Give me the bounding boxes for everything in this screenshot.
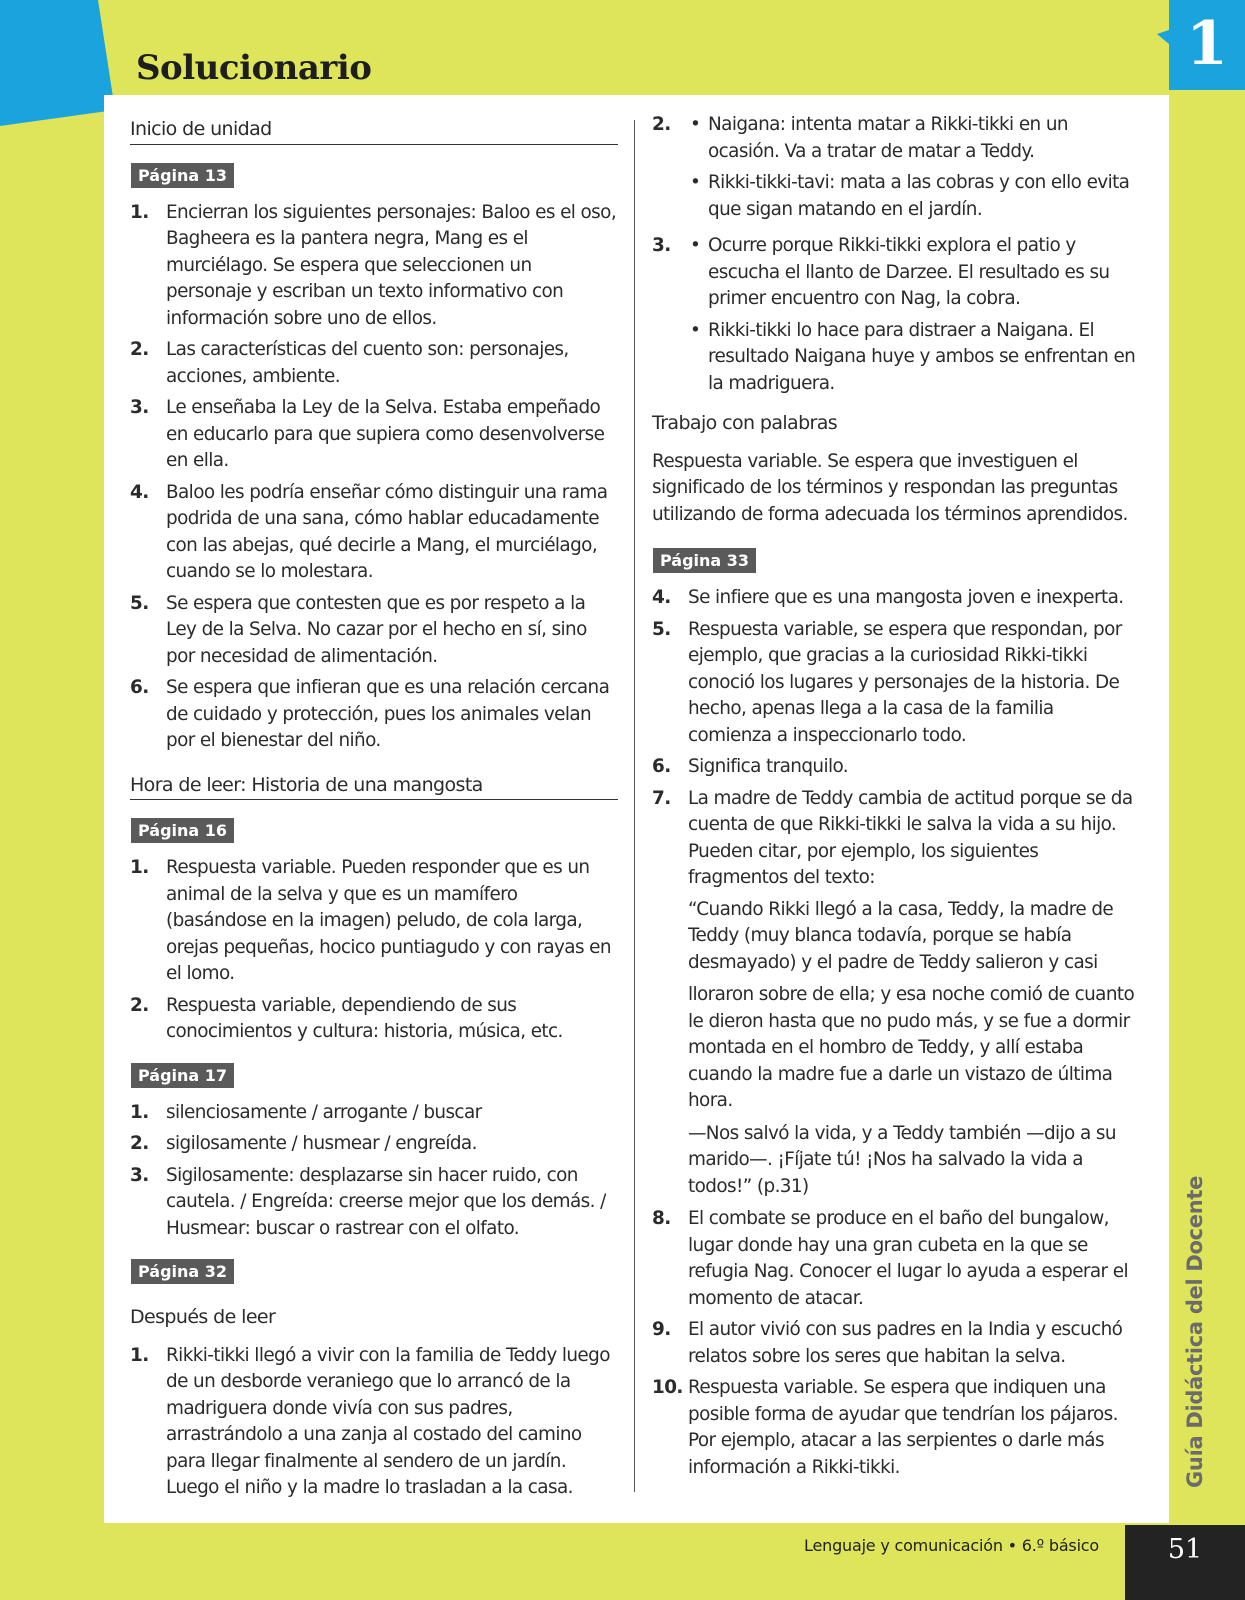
item-text: Sigilosamente: desplazarse sin hacer ruido, con cautela. / Engreída: creerse mejor que los demás. / Husmear: buscar o rastrear con el olfato. (166, 1164, 606, 1239)
item-number: 3. (130, 397, 149, 418)
list-item (130, 1100, 618, 1127)
item-text: Respuesta variable, dependiendo de sus conocimientos y cultura: historia, música, etc. (166, 994, 563, 1042)
bullet-text: Ocurre porque Rikki-tikki explora el patio y escucha el llanto de Darzee. El resultado es su primer encuentro con Nag, la cobra. (708, 235, 1110, 309)
item-text: Se espera que contesten que es por respeto a la Ley de la Selva. No cazar por el hecho en sí, sino por necesidad de alimentación. (166, 592, 587, 667)
item-number: 2. (130, 994, 149, 1016)
list-item (130, 591, 618, 671)
item-number: 2. (130, 1133, 149, 1154)
answer-list (130, 1100, 618, 1243)
list-item (130, 855, 618, 988)
footer-subject: Lenguaje y comunicación • 6.º básico (804, 1536, 1099, 1555)
page-badge: Página 17 (131, 1063, 234, 1088)
item-number: 5. (652, 618, 671, 640)
list-item (652, 112, 1138, 228)
page-badge: Página 13 (131, 163, 234, 188)
list-item (652, 1375, 1138, 1481)
item-text: Significa tranquilo. (688, 756, 849, 777)
unit-number: 1 (1186, 9, 1228, 79)
quote-paragraph: lloraron sobre de ella; y esa noche comió de cuanto le dieron hasta que no pudo más, y se fue a dormir montada en el hombro de Teddy, y allí estaba cuando la madre fue a darle un vistazo de última hora. (688, 984, 1135, 1111)
item-number: 8. (652, 1208, 671, 1229)
column-divider (634, 120, 635, 1492)
corner-tab-left (0, 0, 115, 126)
quote-block (652, 897, 1138, 1201)
answer-list (652, 585, 1138, 892)
quote-paragraph: —Nos salvó la vida, y a Teddy también —dijo a su marido—. ¡Fíjate tú! ¡Nos ha salvado la vida a todos!” (p.31) (688, 1122, 1116, 1197)
item-number: 1. (130, 201, 149, 223)
item-number: 6. (652, 756, 671, 777)
section-heading: Inicio de unidad (130, 116, 618, 145)
page-badge: Página 16 (131, 818, 234, 843)
quote-paragraph: “Cuando Rikki llegó a la casa, Teddy, la madre de Teddy (muy blanca todavía, porque se había desmayado) y el padre de Teddy salieron y casi (688, 898, 1114, 973)
item-number: 7. (652, 787, 671, 809)
item-number: 4. (652, 587, 671, 608)
item-number: 3. (652, 235, 671, 256)
bullet-list (688, 112, 1138, 228)
answer-list (130, 200, 618, 755)
bullet-dot: • (690, 114, 701, 135)
item-number: 3. (130, 1164, 149, 1186)
item-number: 1. (130, 857, 149, 878)
section-heading: Hora de leer: Historia de una mangosta (130, 772, 618, 801)
item-number: 1. (130, 1344, 149, 1366)
list-item (652, 233, 1138, 402)
list-item (130, 1131, 618, 1158)
item-text: El combate se produce en el baño del bungalow, lugar donde hay una gran cubeta en la que se refugia Nag. Conocer el lugar lo ayuda a esperar el momento de atacar. (688, 1208, 1128, 1309)
item-text: silenciosamente / arrogante / buscar (166, 1101, 482, 1123)
bullet-item (688, 318, 1138, 398)
right-column (652, 112, 1138, 1486)
bullet-dot: • (690, 319, 701, 341)
side-label: Guía Didáctica del Docente (1183, 1175, 1207, 1488)
item-number: 10. (652, 1377, 683, 1398)
answer-list (652, 1206, 1138, 1481)
list-item (130, 480, 618, 586)
list-item (652, 617, 1138, 750)
page-number: 51 (1167, 1534, 1203, 1565)
item-number: 4. (130, 481, 149, 503)
item-text: Baloo les podría enseñar cómo distinguir una rama podrida de una sana, cómo hablar educadamente con las abejas, qué decirle a Mang, el murciélago, cuando se lo molestara. (166, 481, 608, 582)
bullet-text: Rikki-tikki-tavi: mata a las cobras y con ello evita que sigan matando en el jardín. (708, 172, 1130, 220)
list-item (130, 337, 618, 390)
bullet-list (688, 233, 1138, 402)
paragraph: Respuesta variable. Se espera que investiguen el significado de los términos y respondan las preguntas utilizando de forma adecuada los términos aprendidos. (652, 450, 1128, 525)
subsection-heading: Después de leer (130, 1306, 276, 1328)
item-text: La madre de Teddy cambia de actitud porque se da cuenta de que Rikki-tikki le salva la vida a su hijo. Pueden citar, por ejemplo, los siguientes fragmentos del texto: (688, 787, 1133, 888)
list-item (652, 585, 1138, 612)
list-item (130, 1343, 618, 1502)
bullet-item (688, 112, 1138, 165)
page-badge: Página 33 (653, 548, 756, 573)
item-text: Se espera que infieran que es una relación cercana de cuidado y protección, pues los animales velan por el bienestar del niño. (166, 677, 610, 751)
list-item (652, 1206, 1138, 1312)
bullet-item (688, 170, 1138, 223)
list-item (130, 675, 618, 755)
answer-list (130, 855, 618, 1046)
list-item (652, 786, 1138, 892)
item-number: 6. (130, 677, 149, 698)
list-item (652, 754, 1138, 781)
item-text: Las características del cuento son: personajes, acciones, ambiente. (166, 339, 569, 387)
item-number: 9. (652, 1319, 671, 1340)
item-text: Respuesta variable. Pueden responder que es un animal de la selva y que es un mamífero (basándose en la imagen) peludo, de cola larga, orejas pequeñas, hocico puntiagudo y con rayas en el lomo. (166, 857, 611, 984)
list-item (652, 1317, 1138, 1370)
bullet-text: Rikki-tikki lo hace para distraer a Naigana. El resultado Naigana huye y ambos se enfrentan en la madriguera. (708, 319, 1136, 394)
item-number: 5. (130, 592, 149, 614)
item-number: 2. (652, 114, 671, 135)
item-text: Encierran los siguientes personajes: Baloo es el oso, Bagheera es la pantera negra, Mang es el murciélago. Se espera que seleccionen un personaje y escriban un texto informativo con información sobre uno de ellos. (166, 201, 617, 329)
item-text: Rikki-tikki llegó a vivir con la familia de Teddy luego de un desborde veraniego que lo arrancó de la madriguera donde vivía con sus padres, arrastrándolo a una zanja al costado del camino para llegar finalmente al sendero de un jardín. Luego el niño y la madre lo trasladan a la casa. (166, 1344, 610, 1498)
bullet-text: Naigana: intenta matar a Rikki-tikki en un ocasión. Va a tratar de matar a Teddy. (708, 114, 1068, 162)
item-number: 1. (130, 1101, 149, 1123)
item-text: Le enseñaba la Ley de la Selva. Estaba empeñado en educarlo para que supiera como desenvolverse en ella. (166, 397, 605, 471)
page-badge: Página 32 (131, 1259, 234, 1284)
bullet-dot: • (690, 172, 701, 193)
item-number: 2. (130, 339, 149, 360)
item-text: Se infiere que es una mangosta joven e inexperta. (688, 587, 1124, 608)
item-text: Respuesta variable. Se espera que indiquen una posible forma de ayudar que tendrían los pájaros. Por ejemplo, atacar a las serpientes o darle más información a Rikki-tikki. (688, 1377, 1118, 1478)
bullet-item (688, 233, 1138, 313)
left-column (130, 112, 618, 1507)
item-text: Respuesta variable, se espera que respondan, por ejemplo, que gracias a la curiosidad Rikki-tikki conoció los lugares y personajes de la historia. De hecho, apenas llega a la casa de la familia comienza a inspeccionarlo todo. (688, 618, 1122, 746)
item-text: El autor vivió con sus padres en la India y escuchó relatos sobre los seres que habitan la selva. (688, 1319, 1123, 1367)
page-title: Solucionario (136, 48, 372, 88)
item-text: sigilosamente / husmear / engreída. (166, 1133, 477, 1154)
bullet-dot: • (690, 235, 701, 256)
list-item (130, 200, 618, 333)
subsection-heading: Trabajo con palabras (652, 412, 838, 434)
list-item (130, 1163, 618, 1243)
list-item (130, 395, 618, 475)
list-item (130, 993, 618, 1046)
